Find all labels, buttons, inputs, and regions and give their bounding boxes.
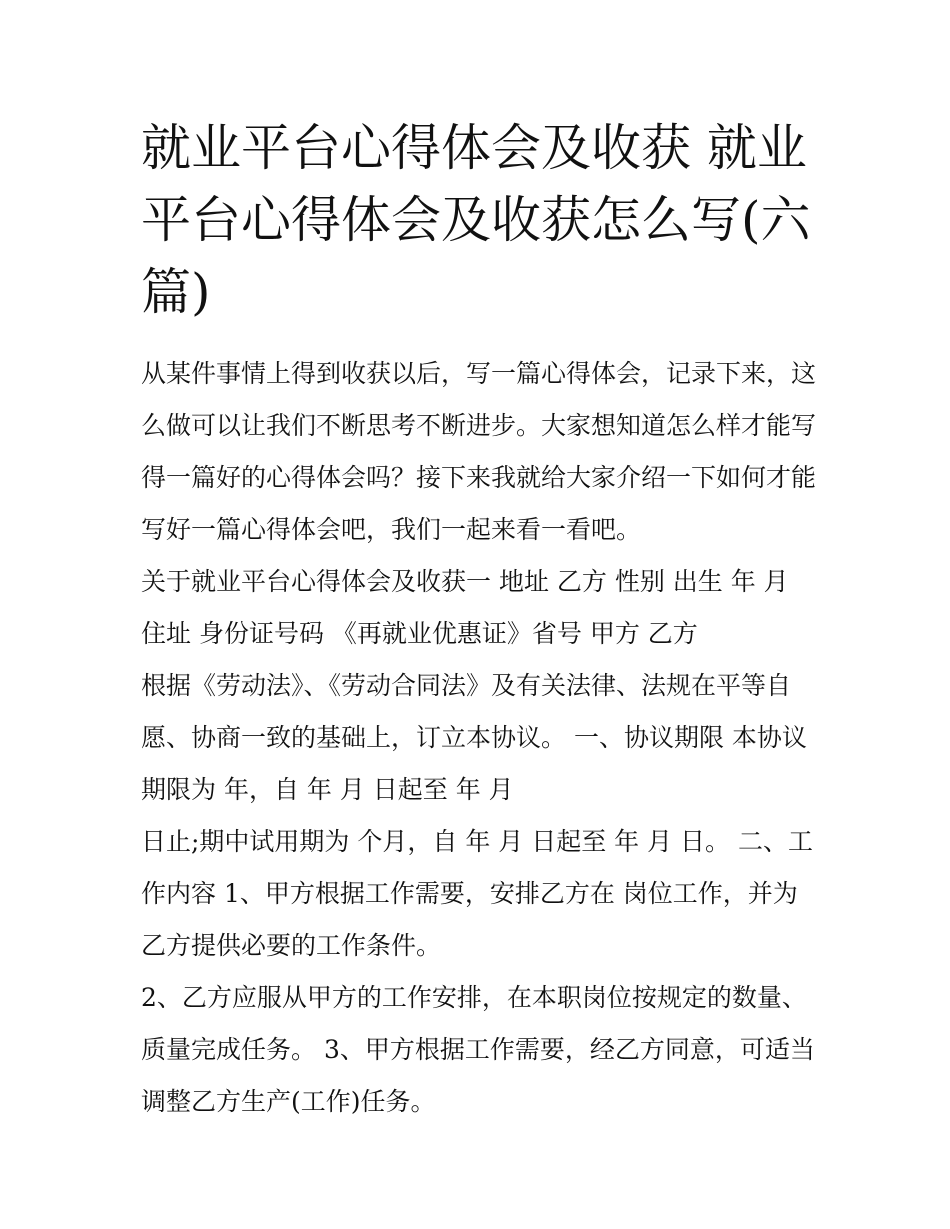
paragraph-work-content: 日止;期中试用期为 个月，自 年 月 日起至 年 月 日。 二、工作内容 1、甲方根据工作需要，安排乙方在 岗位工作，并为乙方提供必要的工作条件。	[141, 827, 813, 960]
paragraph-duties: 2、乙方应服从甲方的工作安排，在本职岗位按规定的数量、质量完成任务。 3、甲方根据工作需要，经乙方同意，可适当调整乙方生产(工作)任务。	[141, 983, 815, 1116]
paragraph-parties: 关于就业平台心得体会及收获一 地址 乙方 性别 出生 年 月 住址 身份证号码 《再就业优惠证》省号 甲方 乙方	[141, 567, 789, 648]
paragraph-term: 根据《劳动法》、《劳动合同法》及有关法律、法规在平等自愿、协商一致的基础上，订立本协议。 一、协议期限 本协议期限为 年，自 年 月 日起至 年 月	[141, 671, 807, 804]
document-page	[141, 112, 821, 1128]
document-title: 就业平台心得体会及收获 就业平台心得体会及收获怎么写(六篇)	[141, 119, 811, 321]
intro-paragraph: 从某件事情上得到收获以后，写一篇心得体会，记录下来，这么做可以让我们不断思考不断进步。大家想知道怎么样才能写得一篇好的心得体会吗？接下来我就给大家介绍一下如何才能写好一篇心得体会吧，我们一起来看一看吧。	[141, 359, 817, 544]
